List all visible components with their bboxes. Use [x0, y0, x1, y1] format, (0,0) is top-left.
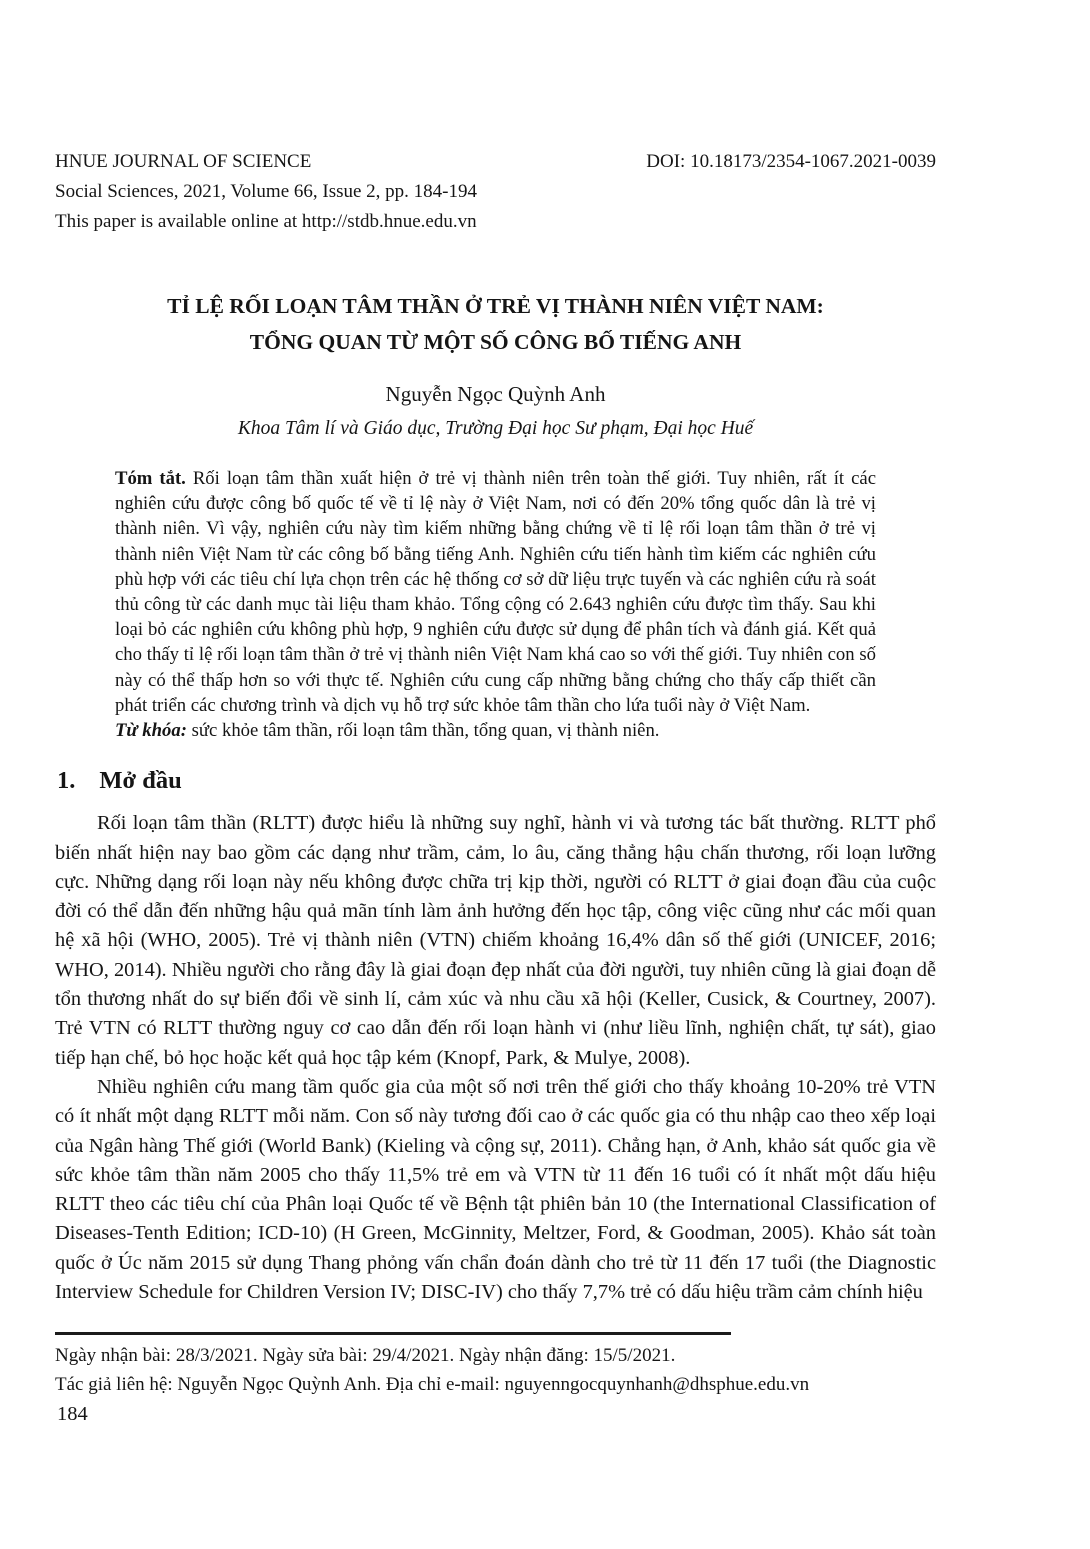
article-title-line2: TỔNG QUAN TỪ MỘT SỐ CÔNG BỐ TIẾNG ANH: [249, 329, 742, 354]
footnote-contact: Tác giả liên hệ: Nguyễn Ngọc Quỳnh Anh. Địa chỉ e-mail: nguyenngocquynhanh@dhsphue.edu.vn: [55, 1373, 810, 1395]
article-title: [55, 289, 936, 360]
abstract-block: [115, 466, 876, 743]
journal-header: [55, 147, 936, 237]
keywords-text: sức khỏe tâm thần, rối loạn tâm thần, tổng quan, vị thành niên.: [191, 720, 660, 742]
abstract-text: Rối loạn tâm thần xuất hiện ở trẻ vị thành niên trên toàn thế giới. Tuy nhiên, rất ít các nghiên cứu được công bố quốc tế về tỉ lệ này ở Việt Nam, nơi có đến 20% tổng quốc dân là trẻ vị thành niên. Vì vậy, nghiên cứu này tìm kiếm những bằng chứng về tỉ lệ rối loạn tâm thần ở trẻ vị thành niên Việt Nam từ các công bố bằng tiếng Anh. Nghiên cứu tiến hành tìm kiếm các nghiên cứu phù hợp với các tiêu chí lựa chọn trên các hệ thống cơ sở dữ liệu trực tuyến và các nghiên cứu rà soát thủ công từ các danh mục tài liệu tham khảo. Tổng cộng có 2.643 nghiên cứu được tìm thấy. Sau khi loại bỏ các nghiên cứu không phù hợp, 9 nghiên cứu được sử dụng để phân tích và đánh giá. Kết quả cho thấy tỉ lệ rối loạn tâm thần ở trẻ vị thành niên Việt Nam khá cao so với thế giới. Tuy nhiên con số này có thể thấp hơn so với thực tế. Nghiên cứu cung cấp những bằng chứng cho thấy cấp thiết cần phát triển các chương trình và dịch vụ hỗ trợ sức khỏe tâm thần cho lứa tuổi này ở Việt Nam.: [115, 468, 876, 716]
footnote-rule: [55, 1332, 731, 1335]
journal-name: HNUE JOURNAL OF SCIENCE: [55, 151, 312, 172]
abstract-paragraph: [115, 466, 876, 718]
availability-note: This paper is available online at http://stdb.hnue.edu.vn: [55, 211, 477, 232]
footnote-dates: Ngày nhận bài: 28/3/2021. Ngày sửa bài: 29/4/2021. Ngày nhận đăng: 15/5/2021.: [55, 1345, 676, 1366]
section-1-number: 1.: [57, 767, 76, 795]
page-content: [55, 147, 936, 1307]
keywords-label: Từ khóa:: [115, 720, 187, 742]
footnote-block: [55, 1332, 936, 1399]
article-title-line1: TỈ LỆ RỐI LOẠN TÂM THẦN Ở TRẺ VỊ THÀNH NIÊN VIỆT NAM:: [167, 294, 824, 318]
body-paragraph-1: Rối loạn tâm thần (RLTT) được hiểu là những suy nghĩ, hành vi và tương tác bất thường. RLTT phổ biến nhất hiện nay bao gồm các dạng như trầm, cảm, lo âu, căng thẳng hậu chấn thương, rối loạn lưỡng cực. Những dạng rối loạn này nếu không được chữa trị kịp thời, người có RLTT ở giai đoạn đầu của cuộc đời có thể dẫn đến những hậu quả mãn tính làm ảnh hưởng đến học tập, công việc cũng như các mối quan hệ xã hội (WHO, 2005). Trẻ vị thành niên (VTN) chiếm khoảng 16,4% dân số thế giới (UNICEF, 2016; WHO, 2014). Nhiều người cho rằng đây là giai đoạn đẹp nhất của đời người, tuy nhiên cũng là giai đoạn dễ tổn thương nhất do sự biến đổi về sinh lí, cảm xúc và nhu cầu xã hội (Keller, Cusick, & Courtney, 2007). Trẻ VTN có RLTT thường nguy cơ cao dẫn đến rối loạn hành vi (như liều lĩnh, nghiện chất, tự sát), giao tiếp hạn chế, bỏ học hoặc kết quả học tập kém (Knopf, Park, & Mulye, 2008).: [55, 812, 936, 1069]
journal-header-row: [55, 147, 936, 177]
section-1-title: Mở đầu: [99, 767, 182, 795]
journal-issue-line: Social Sciences, 2021, Volume 66, Issue 2, pp. 184-194: [55, 181, 478, 202]
page-number: 184: [57, 1403, 88, 1425]
section-1-heading: [57, 765, 936, 797]
abstract-label: Tóm tắt.: [115, 468, 186, 489]
keywords-line: [115, 718, 876, 743]
author-affiliation: Khoa Tâm lí và Giáo dục, Trường Đại học Sư phạm, Đại học Huế: [237, 418, 754, 439]
author-name: Nguyễn Ngọc Quỳnh Anh: [385, 382, 606, 406]
doi-text: DOI: 10.18173/2354-1067.2021-0039: [646, 151, 936, 172]
body-paragraph-2: Nhiều nghiên cứu mang tầm quốc gia của một số nơi trên thế giới cho thấy khoảng 10-20% trẻ VTN có ít nhất một dạng RLTT mỗi năm. Con số này tương đối cao ở các quốc gia có thu nhập cao theo xếp loại của Ngân hàng Thế giới (World Bank) (Kieling và cộng sự, 2011). Chẳng hạn, ở Anh, khảo sát quốc gia về sức khỏe tâm thần năm 2005 cho thấy 11,5% trẻ em và VTN từ 11 đến 16 tuổi có ít nhất một dấu hiệu RLTT theo các tiêu chí của Phân loại Quốc tế về Bệnh tật phiên bản 10 (the International Classification of Diseases-Tenth Edition; ICD-10) (H Green, McGinnity, Meltzer, Ford, & Goodman, 2005). Khảo sát toàn quốc ở Úc năm 2015 sử dụng Thang phỏng vấn chẩn đoán dành cho trẻ từ 11 đến 17 tuổi (the Diagnostic Interview Schedule for Children Version IV; DISC-IV) cho thấy 7,7% trẻ có dấu hiệu trầm cảm chính hiệu: [55, 1075, 936, 1303]
